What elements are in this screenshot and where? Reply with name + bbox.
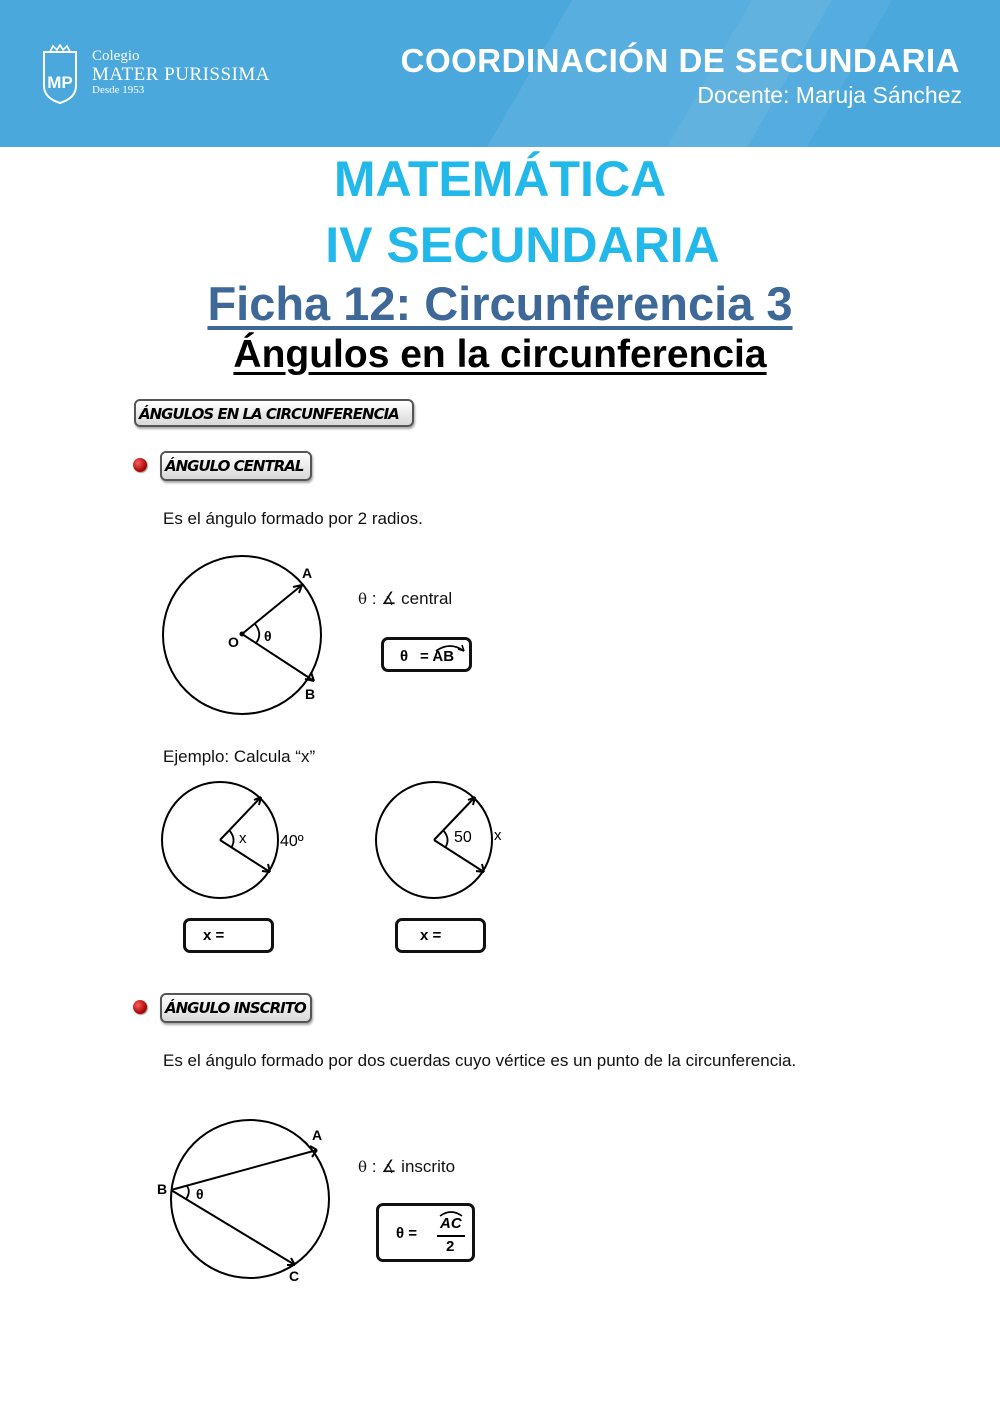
- inscribed-formula-lhs: θ =: [396, 1225, 418, 1242]
- grade-title: IV SECUNDARIA: [325, 217, 720, 273]
- section-label-central-angle: ÁNGULO CENTRAL: [160, 451, 312, 481]
- angle-arc: [255, 624, 259, 643]
- answer1-label: x =: [203, 927, 225, 944]
- example-diagram-1: [155, 775, 325, 910]
- logo-monogram: MP: [47, 73, 73, 92]
- central-formula-box: [381, 637, 472, 672]
- center-label: O: [228, 634, 239, 650]
- example-prompt: Ejemplo: Calcula “x”: [163, 747, 316, 766]
- coordination-title: COORDINACIÓN DE SECUNDARIA: [400, 42, 960, 79]
- center-point: [240, 632, 245, 637]
- theta-label: θ: [264, 628, 272, 644]
- inscribed-definition: Es el ángulo formado por dos cuerdas cuyo vértice es un punto de la circunferencia.: [163, 1051, 797, 1070]
- fig2-angle-label: 50: [454, 829, 472, 846]
- topic-title: Ángulos en la circunferencia: [233, 333, 767, 376]
- inscribed-formula-denominator: 2: [446, 1238, 455, 1255]
- answer-box-1[interactable]: [183, 918, 274, 953]
- chord-bc: [171, 1190, 295, 1265]
- chord-ba: [171, 1150, 317, 1190]
- arc-overline-icon: [434, 642, 468, 652]
- central-legend: [358, 589, 452, 609]
- central-legend-theta: θ: [358, 590, 368, 608]
- theta-label: θ: [196, 1186, 204, 1202]
- point-a-label: A: [312, 1127, 323, 1143]
- header-banner: [0, 0, 1000, 147]
- inscribed-legend-text: : ∡ inscrito: [371, 1157, 456, 1176]
- radius-oa: [242, 585, 302, 634]
- example-diagram-2: [368, 775, 518, 910]
- central-legend-text: : ∡ central: [371, 589, 453, 608]
- inscribed-legend-theta: θ: [358, 1158, 368, 1176]
- central-angle-diagram: [150, 550, 340, 725]
- point-c-label: C: [289, 1268, 300, 1284]
- central-definition: Es el ángulo formado por 2 radios.: [163, 509, 423, 528]
- fig2-arc-label: x: [494, 827, 502, 844]
- bullet-icon: [133, 458, 147, 472]
- point-a-label: A: [302, 565, 313, 581]
- fig1-arc-label: 40º: [280, 833, 304, 850]
- section-label-angles: ÁNGULOS EN LA CIRCUNFERENCIA: [134, 399, 414, 427]
- answer-box-2[interactable]: [395, 918, 486, 953]
- point-b-label: B: [305, 686, 316, 702]
- inscribed-legend: [358, 1157, 455, 1177]
- bullet-icon: [133, 1000, 147, 1014]
- circle-outline: [171, 1120, 329, 1278]
- arc-overline-icon: [438, 1208, 466, 1217]
- fraction-bar: [437, 1235, 465, 1237]
- point-b-label: B: [157, 1181, 168, 1197]
- central-formula-lhs: θ: [400, 648, 409, 665]
- fig1-angle-label: x: [239, 830, 247, 847]
- angle-arc: [186, 1186, 189, 1199]
- radius-ob: [242, 634, 314, 681]
- logo-text-colegio: Colegio: [92, 48, 140, 64]
- inscribed-angle-diagram: [150, 1110, 345, 1295]
- sheet-title: Ficha 12: Circunferencia 3: [207, 277, 793, 330]
- inscribed-formula-numerator: AC: [440, 1215, 462, 1232]
- inscribed-formula-box: [376, 1203, 475, 1262]
- subject-title: MATEMÁTICA: [333, 151, 667, 207]
- school-crest-icon: [40, 44, 80, 104]
- central-formula-rhs: = AB: [420, 648, 455, 665]
- teacher-name: Docente: Maruja Sánchez: [697, 82, 962, 108]
- logo-text-school-name: MATER PURISSIMA: [92, 64, 271, 85]
- section-label-inscribed-angle: ÁNGULO INSCRITO: [160, 993, 312, 1023]
- answer2-label: x =: [420, 927, 442, 944]
- logo-text-founded: Desde 1953: [92, 84, 145, 96]
